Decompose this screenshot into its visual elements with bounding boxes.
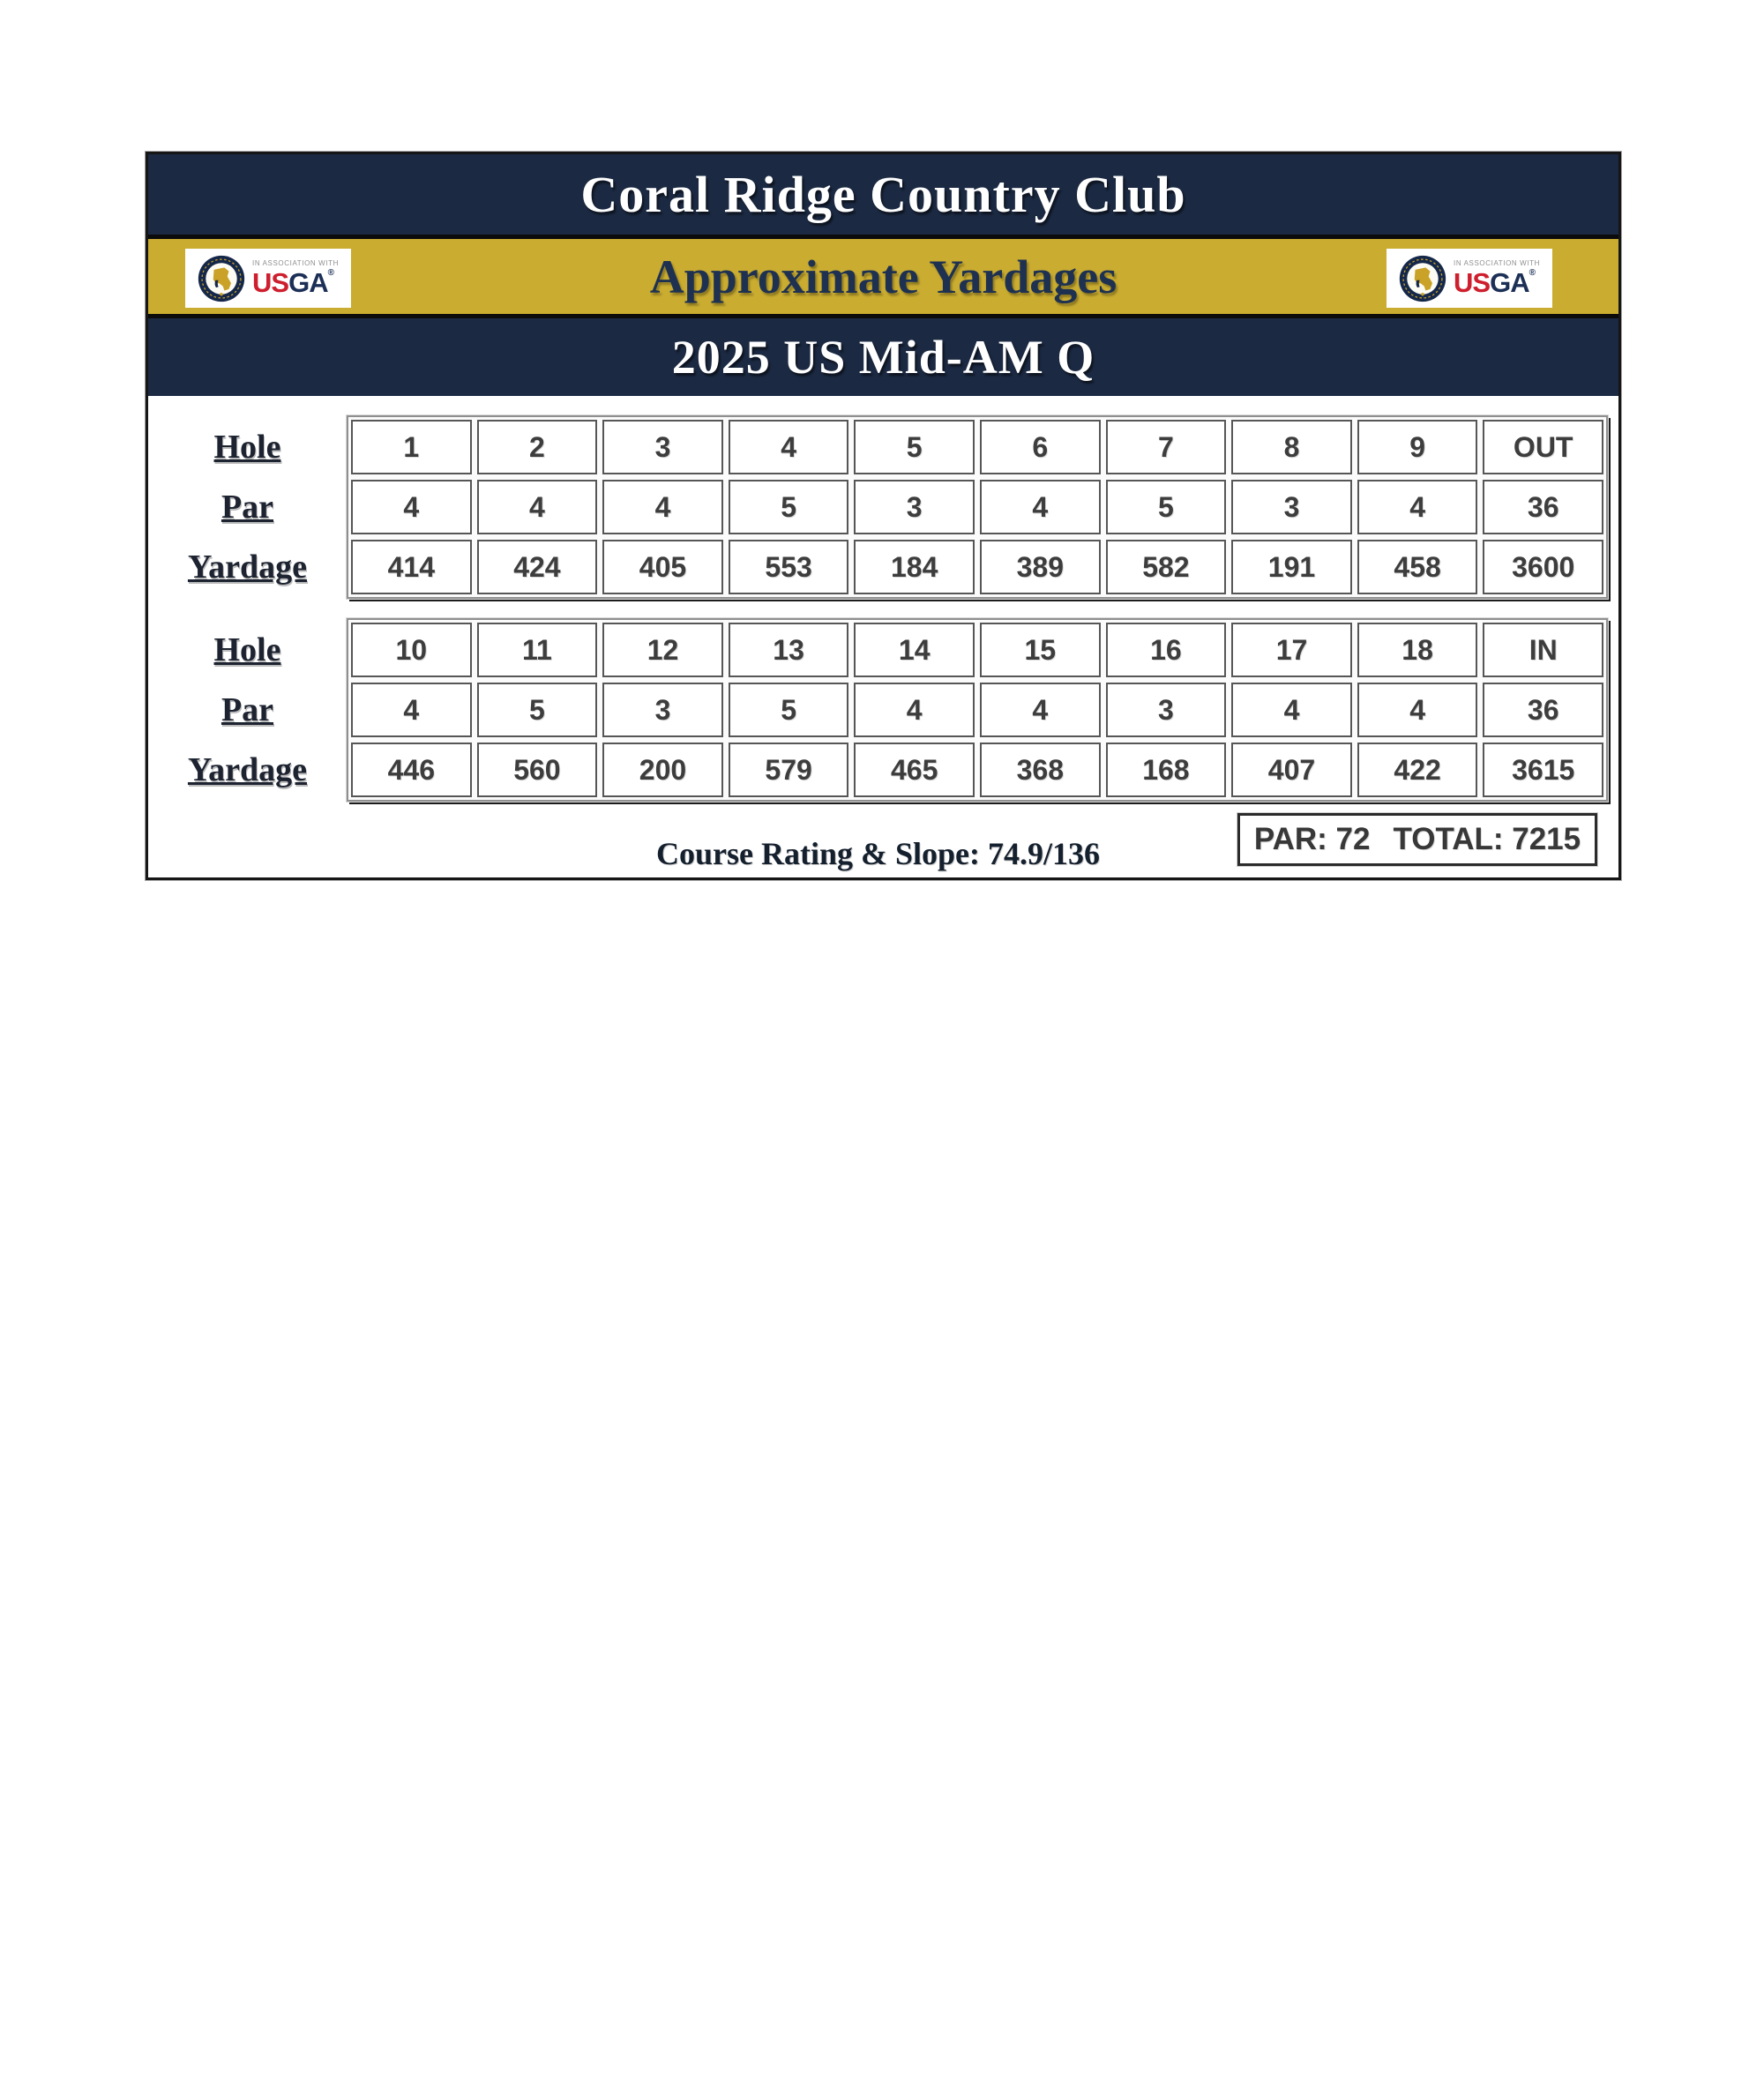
score-cell: 18 <box>1357 623 1478 677</box>
score-cell: 3 <box>602 420 723 474</box>
yardage-scorecard <box>146 152 1621 880</box>
score-cell: 4 <box>854 683 975 737</box>
scorecard-footer <box>148 821 1608 883</box>
par-row-label: Par <box>220 489 274 526</box>
score-cell: 10 <box>351 623 472 677</box>
score-cell: IN <box>1483 623 1603 677</box>
subtitle: Approximate Yardages <box>649 250 1117 303</box>
score-cell: 5 <box>729 480 849 534</box>
usga-wordmark <box>252 260 339 296</box>
score-cell: 4 <box>1231 683 1352 737</box>
score-cell: 3 <box>854 480 975 534</box>
score-cell: 5 <box>1106 480 1227 534</box>
yardage-row-label: Yardage <box>187 549 308 586</box>
score-cell: 368 <box>980 743 1101 797</box>
par-total-par: PAR: 72 <box>1253 822 1371 856</box>
par-total-box <box>1237 813 1597 866</box>
usga-wordmark <box>1454 260 1540 296</box>
score-cell: 191 <box>1231 540 1352 594</box>
par-row-label: Par <box>220 691 274 728</box>
score-cell: 4 <box>1357 480 1478 534</box>
score-cell: 4 <box>980 683 1101 737</box>
score-cell: 422 <box>1357 743 1478 797</box>
score-cell: 414 <box>351 540 472 594</box>
event-title: 2025 US Mid-AM Q <box>671 331 1095 384</box>
usga-logo-left <box>185 249 351 308</box>
score-cell: 6 <box>980 420 1101 474</box>
score-cell: 36 <box>1483 683 1603 737</box>
score-cell: 465 <box>854 743 975 797</box>
score-cell: 389 <box>980 540 1101 594</box>
hole-row-label: Hole <box>213 631 281 668</box>
score-cell: OUT <box>1483 420 1603 474</box>
score-cell: 200 <box>602 743 723 797</box>
score-cell: 579 <box>729 743 849 797</box>
usga-ga: GA <box>288 267 328 298</box>
subtitle-band <box>148 239 1618 318</box>
score-cell: 446 <box>351 743 472 797</box>
score-cell: 4 <box>729 420 849 474</box>
back-nine-grid <box>351 623 1603 797</box>
hole-row-label: Hole <box>213 429 281 466</box>
front-nine-row-labels <box>148 415 347 599</box>
score-cell: 3600 <box>1483 540 1603 594</box>
score-cell: 14 <box>854 623 975 677</box>
course-rating-label: Course Rating & Slope: <box>655 836 980 871</box>
usga-ga: GA <box>1490 267 1529 298</box>
front-nine-grid <box>351 420 1603 594</box>
score-cell: 424 <box>477 540 598 594</box>
score-cell: 5 <box>854 420 975 474</box>
score-cell: 3615 <box>1483 743 1603 797</box>
golf-association-seal-icon <box>198 255 245 302</box>
score-cell: 3 <box>1231 480 1352 534</box>
score-cell: 3 <box>1106 683 1227 737</box>
usga-logo-right <box>1387 249 1552 308</box>
score-cell: 4 <box>351 683 472 737</box>
score-cell: 15 <box>980 623 1101 677</box>
score-cell: 2 <box>477 420 598 474</box>
association-text: IN ASSOCIATION WITH <box>252 259 339 267</box>
score-cell: 4 <box>477 480 598 534</box>
score-cell: 17 <box>1231 623 1352 677</box>
score-cell: 184 <box>854 540 975 594</box>
score-cell: 3 <box>602 683 723 737</box>
par-total-total: TOTAL: 7215 <box>1393 822 1581 856</box>
score-cell: 7 <box>1106 420 1227 474</box>
score-cell: 11 <box>477 623 598 677</box>
front-nine-table <box>148 415 1608 599</box>
usga-us: US <box>1454 267 1491 298</box>
usga-lettering <box>252 269 334 296</box>
golf-association-seal-icon <box>1399 255 1446 302</box>
back-nine-table <box>148 618 1608 802</box>
registered-mark: ® <box>1529 268 1536 278</box>
score-cell: 9 <box>1357 420 1478 474</box>
score-cell: 168 <box>1106 743 1227 797</box>
club-name: Coral Ridge Country Club <box>580 166 1186 223</box>
score-cell: 36 <box>1483 480 1603 534</box>
front-nine-grid-border <box>347 415 1608 599</box>
back-nine-row-labels <box>148 618 347 802</box>
scorecard-body <box>148 396 1618 883</box>
usga-lettering <box>1454 269 1536 296</box>
event-band <box>148 318 1618 396</box>
score-cell: 405 <box>602 540 723 594</box>
club-title-band <box>148 154 1618 239</box>
score-cell: 5 <box>729 683 849 737</box>
association-text: IN ASSOCIATION WITH <box>1454 259 1540 267</box>
score-cell: 1 <box>351 420 472 474</box>
score-cell: 560 <box>477 743 598 797</box>
score-cell: 4 <box>602 480 723 534</box>
usga-us: US <box>252 267 289 298</box>
yardage-row-label: Yardage <box>187 751 308 788</box>
registered-mark: ® <box>327 268 334 278</box>
score-cell: 4 <box>1357 683 1478 737</box>
score-cell: 582 <box>1106 540 1227 594</box>
course-rating-value: 74.9/136 <box>987 836 1100 871</box>
score-cell: 4 <box>980 480 1101 534</box>
score-cell: 4 <box>351 480 472 534</box>
score-cell: 458 <box>1357 540 1478 594</box>
score-cell: 12 <box>602 623 723 677</box>
score-cell: 407 <box>1231 743 1352 797</box>
back-nine-grid-border <box>347 618 1608 802</box>
score-cell: 8 <box>1231 420 1352 474</box>
score-cell: 16 <box>1106 623 1227 677</box>
score-cell: 13 <box>729 623 849 677</box>
score-cell: 553 <box>729 540 849 594</box>
score-cell: 5 <box>477 683 598 737</box>
